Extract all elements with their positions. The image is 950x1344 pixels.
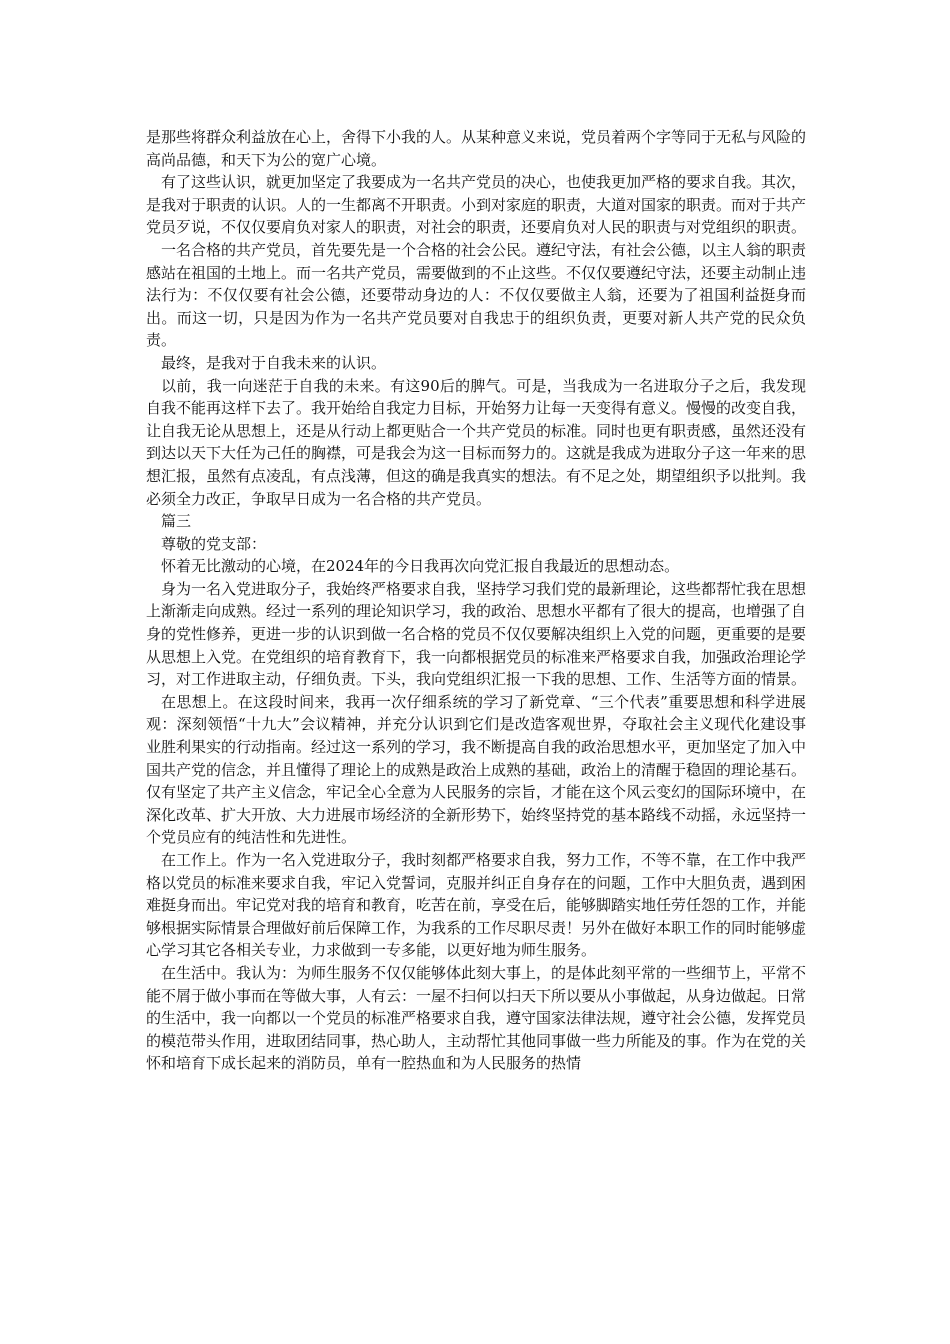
paragraph: 在工作上。作为一名入党进取分子，我时刻都严格要求自我，努力工作，不等不靠，在工作中我严格以党员的标准来要求自我，牢记入党誓词，克服并纠正自身存在的问题，工作中大胆负责，遇到困难挺身而出。牢记党对我的培育和教育，吃苦在前，享受在后，能够脚踏实地任劳任怨的工作，并能够根据实际情景合理做好前后保障工作，为我系的工作尽职尽责！另外在做好本职工作的同时能够虚心学习其它各相关专业，力求做到一专多能，以更好地为师生服务。 bbox=[146, 851, 807, 960]
section-heading: 篇三 bbox=[161, 512, 192, 531]
salutation: 尊敬的党支部： bbox=[161, 534, 267, 553]
paragraph: 在生活中。我认为：为师生服务不仅仅能够体此刻大事上，的是体此刻平常的一些细节上，平常不能不屑于做小事而在等做大事，人有云：一屋不扫何以扫天下所以要从小事做起，从身边做起。日常的生活中，我一向都以一个党员的标准严格要求自我，遵守国家法律法规，遵守社会公德，发挥党员的模范带头作用，进取团结同事，热心助人，主动帮忙其他同事做一些力所能及的事。作为在党的关怀和培育下成长起来的消防员，单有一腔热血和为人民服务的热情 bbox=[146, 963, 807, 1073]
paragraph: 最终，是我对于自我未来的认识。 bbox=[161, 353, 387, 372]
paragraph: 以前，我一向迷茫于自我的未来。有这90后的脾气。可是，当我成为一名进取分子之后，我发现自我不能再这样下去了。我开始给自我定力目标，开始努力让每一天变得有意义。慢慢的改变自我，让自我无论从思想上，还是从行动上都更贴合一个共产党员的标准。同时也更有职责感，虽然还没有到达以天下大任为己任的胸襟，可是我会为这一目标而努力的。这就是我成为进取分子这一年来的思想汇报，虽然有点凌乱，有点浅薄，但这的确是我真实的想法。有不足之处，期望组织予以批判。我必须全力改正，争取早日成为一名合格的共产党员。 bbox=[146, 376, 807, 508]
paragraph: 是那些将群众利益放在心上，舍得下小我的人。从某种意义来说，党员着两个字等同于无私与风险的高尚品德，和天下为公的宽广心境。 bbox=[146, 128, 807, 169]
document-body bbox=[146, 126, 806, 1075]
paragraph: 在思想上。在这段时间来，我再一次仔细系统的学习了新党章、“三个代表”重要思想和科学进展观：深刻领悟“十九大”会议精神，并充分认识到它们是改造客观世界，夺取社会主义现代化建设事业胜利果实的行动指南。经过这一系列的学习，我不断提高自我的政治思想水平，更加坚定了加入中国共产党的信念，并且懂得了理论上的成熟是政治上成熟的基础，政治上的清醒于稳固的理论基石。仅有坚定了共产主义信念，牢记全心全意为人民服务的宗旨，才能在这个风云变幻的国际环境中，在深化改革、扩大开放、大力进展市场经济的全新形势下，始终坚持党的基本路线不动摇，永远坚持一个党员应有的纯洁性和先进性。 bbox=[146, 692, 807, 847]
paragraph: 身为一名入党进取分子，我始终严格要求自我，坚持学习我们党的最新理论，这些都帮忙我在思想上渐渐走向成熟。经过一系列的理论知识学习，我的政治、思想水平都有了很大的提高，也增强了自身的党性修养，更进一步的认识到做一名合格的党员不仅仅要解决组织上入党的问题，更重要的是要从思想上入党。在党组织的培育教育下，我一向都根据党员的标准来严格要求自我，加强政治理论学习，对工作进取主动，仔细负责。下头，我向党组织汇报一下我的思想、工作、生活等方面的情景。 bbox=[146, 579, 807, 689]
paragraph: 怀着无比激动的心境，在2024年的今日我再次向党汇报自我最近的思想动态。 bbox=[161, 557, 680, 576]
paragraph: 一名合格的共产党员，首先要先是一个合格的社会公民。遵纪守法，有社会公德，以主人翁的职责感站在祖国的土地上。而一名共产党员，需要做到的不止这些。不仅仅要遵纪守法，还要主动制止违法行为：不仅仅要有社会公德，还要带动身边的人：不仅仅要做主人翁，还要为了祖国利益挺身而出。而这一切，只是因为作为一名共产党员要对自我忠于的组织负责，更要对新人共产党的民众负责。 bbox=[146, 240, 807, 350]
paragraph: 有了这些认识，就更加坚定了我要成为一名共产党员的决心，也使我更加严格的要求自我。其次，是我对于职责的认识。人的一生都离不开职责。小到对家庭的职责，大道对国家的职责。而对于共产党员歹说，不仅仅要肩负对家人的职责，对社会的职责，还要肩负对人民的职责与对党组织的职责。 bbox=[146, 173, 807, 237]
